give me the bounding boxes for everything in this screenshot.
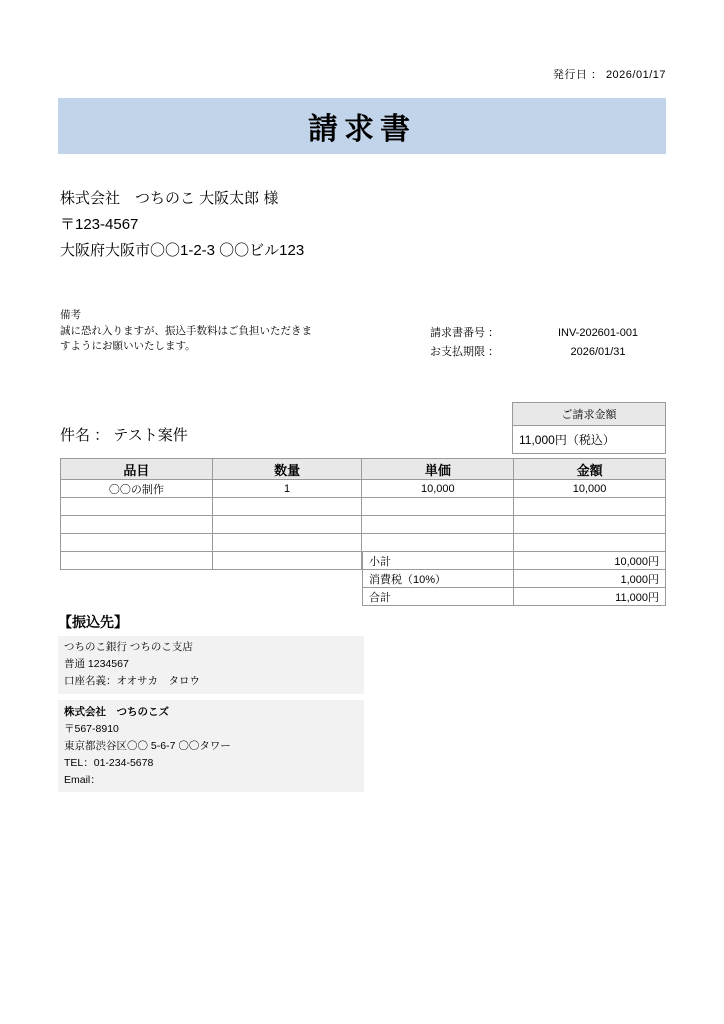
item-name	[61, 534, 213, 552]
item-name	[61, 552, 213, 570]
invoice-number-row	[430, 324, 658, 343]
item-name: 〇〇の制作	[61, 480, 213, 498]
document-title-banner	[58, 98, 666, 154]
due-date-value: 2026/01/31	[570, 346, 626, 358]
table-row	[61, 534, 666, 552]
subject-line: 件名 ： テスト案件	[60, 427, 188, 444]
summary-value: 10,000円	[514, 552, 666, 570]
item-amount	[514, 516, 666, 534]
items-header-amount: 金額	[514, 459, 666, 480]
table-row	[61, 480, 666, 498]
item-qty	[212, 516, 362, 534]
invoice-number-label: 請求書番号 ：	[430, 327, 500, 339]
items-header-price: 単価	[362, 459, 514, 480]
total-amount-box	[512, 402, 666, 454]
summary-table	[362, 551, 666, 606]
bank-branch: つちのこ銀行 つちのこ支店	[64, 641, 193, 653]
item-price: 10,000	[362, 480, 514, 498]
table-row	[61, 516, 666, 534]
due-date-label: お支払期限 ：	[430, 346, 500, 358]
item-qty: 1	[212, 480, 362, 498]
customer-postal: 〒123-4567	[60, 216, 139, 233]
item-price	[362, 534, 514, 552]
issuer-postal: 〒567-8910	[64, 723, 119, 735]
item-qty	[212, 498, 362, 516]
customer-address: 大阪府大阪市〇〇1-2-3 〇〇ビル123	[60, 242, 305, 259]
item-name	[61, 498, 213, 516]
summary-row-total	[363, 588, 666, 606]
summary-label: 消費税（10%）	[363, 570, 514, 588]
remarks-line-2: すようにお願いいたします。	[60, 340, 196, 352]
summary-row-subtotal	[363, 552, 666, 570]
item-amount: 10,000	[514, 480, 666, 498]
due-date-row	[430, 343, 658, 362]
bank-heading: 【振込先】	[58, 614, 128, 630]
summary-label: 合計	[363, 588, 514, 606]
issuer-email: Email：	[64, 774, 101, 786]
bank-account-number: 普通 1234567	[64, 658, 129, 670]
total-amount-heading: ご請求金額	[513, 403, 665, 426]
items-header-qty: 数量	[212, 459, 362, 480]
item-amount	[514, 498, 666, 516]
items-header-name: 品目	[61, 459, 213, 480]
total-amount-value: 11,000円（税込）	[519, 433, 615, 447]
item-amount	[514, 534, 666, 552]
bank-details-box	[58, 636, 364, 694]
invoice-meta	[430, 324, 658, 362]
issuer-tel: TEL：01-234-5678	[64, 757, 154, 769]
table-row	[61, 498, 666, 516]
issuer-name: 株式会社 つちのこズ	[64, 706, 169, 718]
remarks-block	[60, 308, 360, 354]
summary-label: 小計	[363, 552, 514, 570]
page-title: 請求書	[308, 113, 416, 146]
bank-account-holder: 口座名義：オオサカ タロウ	[64, 675, 200, 687]
remarks-label: 備考	[60, 309, 81, 321]
issuer-company-box	[58, 700, 364, 792]
invoice-number-value: INV-202601-001	[557, 327, 639, 339]
item-qty	[212, 552, 362, 570]
summary-value: 1,000円	[514, 570, 666, 588]
customer-name: 株式会社 つちのこ 大阪太郎 様	[60, 190, 279, 207]
item-name	[61, 516, 213, 534]
customer-block	[60, 186, 304, 264]
summary-value: 11,000円	[514, 588, 666, 606]
issue-date: 発行日 ： 2026/01/17	[552, 69, 666, 81]
remarks-line-1: 誠に恐れ入りますが、振込手数料はご負担いただきま	[60, 325, 312, 337]
items-table-header-row	[61, 459, 666, 480]
summary-row-tax	[363, 570, 666, 588]
item-qty	[212, 534, 362, 552]
item-price	[362, 498, 514, 516]
item-price	[362, 516, 514, 534]
issuer-address: 東京都渋谷区〇〇 5-6-7 〇〇タワー	[64, 740, 231, 752]
